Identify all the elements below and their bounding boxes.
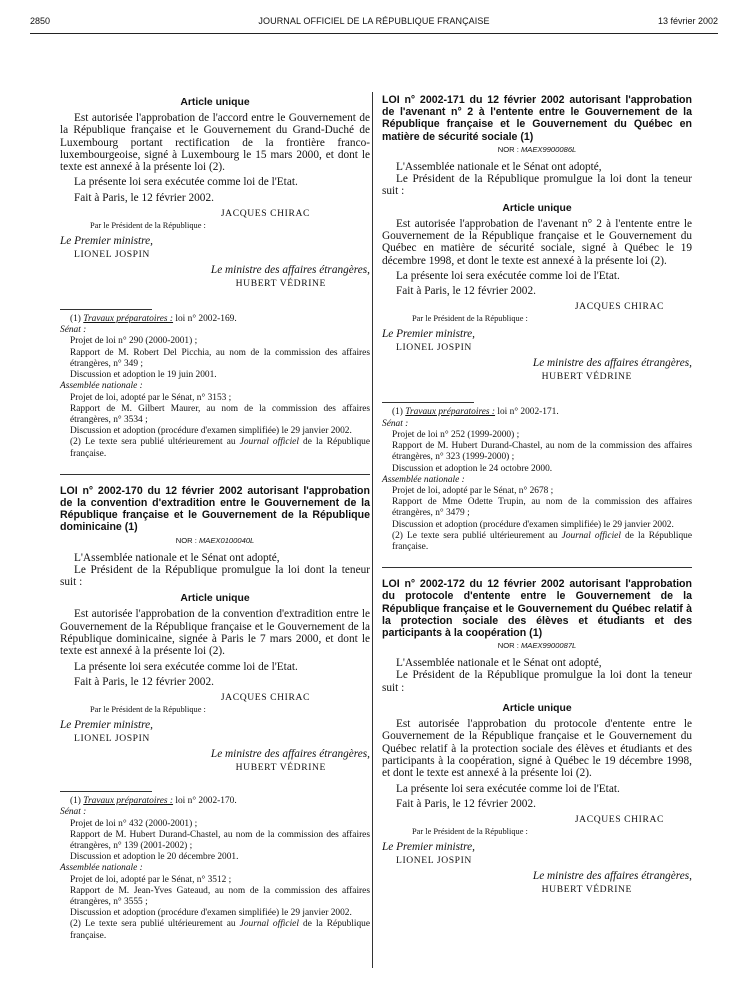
right-column: [382, 94, 692, 895]
ministre-label: Le ministre des affaires étrangères,: [210, 264, 370, 277]
law-title: LOI n° 2002-170 du 12 février 2002 autorisant l'approbation de la convention d'extradition entre le Gouvernement de la République française et le Gouvernement de la République dominicaine (1): [60, 484, 370, 534]
fn-discussion2: Discussion et adoption (procédure d'examen simplifiée) le 29 janvier 2002.: [392, 519, 674, 530]
fn-assemblee: Assemblée nationale :: [60, 381, 143, 392]
footnotes: [60, 796, 370, 942]
left-column: [60, 92, 370, 942]
fn-note2-jo: Journal officiel: [561, 530, 621, 541]
journal-title: JOURNAL OFFICIEL DE LA RÉPUBLIQUE FRANÇAISE: [258, 16, 490, 26]
fait-text: Fait à Paris, le 12 février 2002.: [74, 191, 214, 204]
premier-ministre-name: LIONEL JOSPIN: [396, 855, 472, 867]
fn-note2: [60, 437, 370, 459]
fn-senat: Sénat :: [60, 807, 87, 818]
adopt-text: L'Assemblée nationale et le Sénat ont adopté,: [396, 160, 602, 173]
fn-projet: Projet de loi n° 290 (2000-2001) ;: [70, 336, 198, 347]
premier-ministre-name: LIONEL JOSPIN: [74, 733, 150, 745]
fn-note2-a: (2) Le texte sera publié ultérieurement au: [392, 530, 558, 541]
ministre-label: Le ministre des affaires étrangères,: [532, 870, 692, 883]
execution-text: La présente loi sera exécutée comme loi de l'Etat.: [74, 176, 298, 189]
fn-projet2: Projet de loi, adopté par le Sénat, n° 2678 ;: [392, 485, 554, 496]
fn-note2-c: de la République française.: [70, 919, 371, 941]
fn-note2: [60, 919, 370, 941]
fn-rapport: Rapport de M. Robert Del Picchia, au nom de la commission des affaires étrangères, n° 349 ;: [70, 347, 370, 369]
fn-rapport2: Rapport de M. Jean-Yves Gateaud, au nom de la commission des affaires étrangères, n° 3555 ;: [70, 885, 370, 908]
article-text: Est autorisée l'approbation de l'accord entre le Gouvernement de la République française et le Gouvernement du Grand-Duché de Luxembourg portant rectification de la frontière franco-luxembourgeoise, signé à Luxembourg le 15 mars 2000, et dont le texte est annexé à la présente loi (2).: [60, 112, 370, 174]
fn-discussion: Discussion et adoption le 24 octobre 2000.: [392, 463, 553, 474]
premier-ministre-name: LIONEL JOSPIN: [74, 249, 150, 261]
footnotes: [382, 407, 692, 553]
fn-rapport: Rapport de M. Hubert Durand-Chastel, au nom de la commission des affaires étrangères, n° 323 (1999-2000) ;: [392, 441, 692, 463]
travaux-link: Travaux préparatoires :: [405, 407, 496, 418]
article-title: Article unique: [502, 202, 572, 214]
fn-rapport: Rapport de M. Hubert Durand-Chastel, au nom de la commission des affaires étrangères, n° 139 (2001-2002) ;: [70, 829, 370, 852]
nor-line: [382, 641, 692, 650]
ministre-name: HUBERT VÉDRINE: [235, 762, 326, 774]
nor-label: NOR :: [497, 144, 519, 154]
par-le-president: Par le Président de la République :: [412, 314, 528, 324]
page-header: [30, 16, 718, 32]
fn-projet: Projet de loi n° 432 (2000-2001) ;: [70, 818, 198, 829]
article-title: Article unique: [180, 97, 250, 108]
fait-text: Fait à Paris, le 12 février 2002.: [74, 675, 214, 688]
president-signature: JACQUES CHIRAC: [220, 208, 310, 220]
nor-line: [382, 145, 692, 154]
fn-num: (1): [70, 314, 81, 325]
ministre-name: HUBERT VÉDRINE: [541, 884, 632, 896]
ministre-label: Le ministre des affaires étrangères,: [532, 357, 692, 370]
fn-discussion2: Discussion et adoption (procédure d'examen simplifiée) le 29 janvier 2002.: [70, 426, 352, 437]
fn-note2-jo: Journal officiel: [239, 919, 299, 930]
article-text: Est autorisée l'approbation de l'avenant n° 2 à l'entente entre le Gouvernement de la République française et le Gouvernement du Québec en matière de sécurité sociale, signé à Québec le 19 décembre 1998, et dont le texte est annexé à la présente loi (2).: [382, 217, 692, 267]
article-text: Est autorisée l'approbation du protocole d'entente entre le Gouvernement de la République française et le Gouvernement du Québec relatif à la protection sociale des élèves et étudiants et des participants à la coopération, signé à Québec le 19 décembre 1998, et dont le texte est annexé à la présente loi (2).: [382, 718, 692, 780]
president-signature: JACQUES CHIRAC: [574, 814, 664, 826]
section-separator: [382, 567, 692, 568]
article-title: Article unique: [502, 703, 572, 715]
promulgue-text: Le Président de la République promulgue la loi dont la teneur suit :: [382, 173, 692, 198]
footnote-rule: [382, 402, 474, 403]
footnote-rule: [60, 791, 152, 792]
execution-text: La présente loi sera exécutée comme loi de l'Etat.: [396, 782, 620, 795]
fn-discussion: Discussion et adoption le 19 juin 2001.: [70, 370, 217, 381]
premier-ministre-name: LIONEL JOSPIN: [396, 342, 472, 354]
fn-num: (1): [392, 407, 403, 418]
ministre-name: HUBERT VÉDRINE: [235, 278, 326, 290]
premier-ministre-label: Le Premier ministre,: [60, 235, 153, 248]
section-separator: [60, 474, 370, 475]
nor-code: MAEX9900086L: [520, 144, 577, 154]
ministre-label: Le ministre des affaires étrangères,: [210, 748, 370, 761]
header-rule: [30, 33, 718, 34]
premier-ministre-label: Le Premier ministre,: [60, 719, 153, 732]
fn-note2-a: (2) Le texte sera publié ultérieurement au: [70, 919, 236, 930]
footnotes: [60, 314, 370, 460]
nor-code: MAEX0100040L: [198, 535, 255, 545]
promulgue-text: Le Président de la République promulgue la loi dont la teneur suit :: [382, 669, 692, 694]
adopt-text: L'Assemblée nationale et le Sénat ont adopté,: [74, 551, 280, 564]
nor-label: NOR :: [175, 535, 197, 545]
fn-loi: loi n° 2002-169.: [175, 314, 237, 325]
execution-text: La présente loi sera exécutée comme loi de l'Etat.: [74, 660, 298, 673]
president-signature: JACQUES CHIRAC: [220, 692, 310, 704]
fn-note2-c: de la République française.: [392, 530, 693, 552]
fn-discussion: Discussion et adoption le 20 décembre 2001.: [70, 852, 239, 863]
column-divider: [372, 92, 373, 968]
fn-assemblee: Assemblée nationale :: [60, 863, 143, 874]
page-number: 2850: [30, 16, 51, 26]
fait-text: Fait à Paris, le 12 février 2002.: [396, 797, 536, 810]
par-le-president: Par le Président de la République :: [412, 827, 528, 837]
fn-note2: [382, 531, 692, 553]
fn-assemblee: Assemblée nationale :: [382, 474, 465, 485]
fn-discussion2: Discussion et adoption (procédure d'examen simplifiée) le 29 janvier 2002.: [70, 908, 352, 919]
article-text: Est autorisée l'approbation de la convention d'extradition entre le Gouvernement de la République française et le Gouvernement de la République dominicaine, signée à Paris le 7 mars 2000, et dont le texte est annexé à la présente loi (2).: [60, 608, 370, 658]
fn-senat: Sénat :: [60, 325, 87, 336]
fn-projet2: Projet de loi, adopté par le Sénat, n° 3512 ;: [70, 874, 232, 885]
fn-loi: loi n° 2002-171.: [497, 407, 559, 418]
fn-num: (1): [70, 796, 81, 807]
fn-projet2: Projet de loi, adopté par le Sénat, n° 3153 ;: [70, 392, 232, 403]
fn-rapport2: Rapport de Mme Odette Trupin, au nom de la commission des affaires étrangères, n° 3479 ;: [392, 497, 692, 519]
execution-text: La présente loi sera exécutée comme loi de l'Etat.: [396, 269, 620, 282]
fn-loi: loi n° 2002-170.: [175, 796, 237, 807]
nor-line: [60, 536, 370, 545]
fn-note2-jo: Journal officiel: [239, 437, 299, 448]
promulgue-text: Le Président de la République promulgue la loi dont la teneur suit :: [60, 563, 370, 589]
premier-ministre-label: Le Premier ministre,: [382, 328, 475, 341]
law-title: LOI n° 2002-171 du 12 février 2002 autorisant l'approbation de l'avenant n° 2 à l'entente entre le Gouvernement de la République française et le Gouvernement du Québec en matière de sécurité sociale (1): [382, 94, 692, 143]
par-le-president: Par le Président de la République :: [90, 705, 206, 715]
premier-ministre-label: Le Premier ministre,: [382, 841, 475, 854]
fait-text: Fait à Paris, le 12 février 2002.: [396, 285, 536, 298]
fn-projet: Projet de loi n° 252 (1999-2000) ;: [392, 429, 520, 440]
fn-note2-c: de la République française.: [70, 437, 371, 459]
footnote-rule: [60, 309, 152, 310]
law-title: LOI n° 2002-172 du 12 février 2002 autorisant l'approbation du protocole d'entente entre le Gouvernement de la République française et le Gouvernement du Québec relatif à la protection sociale des élèves et étudiants et des participants à la coopération (1): [382, 578, 692, 639]
travaux-link: Travaux préparatoires :: [83, 796, 174, 807]
ministre-name: HUBERT VÉDRINE: [541, 371, 632, 383]
president-signature: JACQUES CHIRAC: [574, 301, 664, 313]
par-le-president: Par le Président de la République :: [90, 221, 206, 231]
nor-code: MAEX9900087L: [520, 641, 577, 651]
article-title: Article unique: [180, 593, 250, 605]
adopt-text: L'Assemblée nationale et le Sénat ont adopté,: [396, 657, 602, 670]
fn-senat: Sénat :: [382, 418, 409, 429]
fn-rapport2: Rapport de M. Gilbert Maurer, au nom de la commission des affaires étrangères, n° 3534 ;: [70, 403, 370, 425]
fn-note2-a: (2) Le texte sera publié ultérieurement au: [70, 437, 236, 448]
issue-date: 13 février 2002: [657, 16, 718, 26]
travaux-link: Travaux préparatoires :: [83, 314, 174, 325]
nor-label: NOR :: [497, 641, 519, 651]
